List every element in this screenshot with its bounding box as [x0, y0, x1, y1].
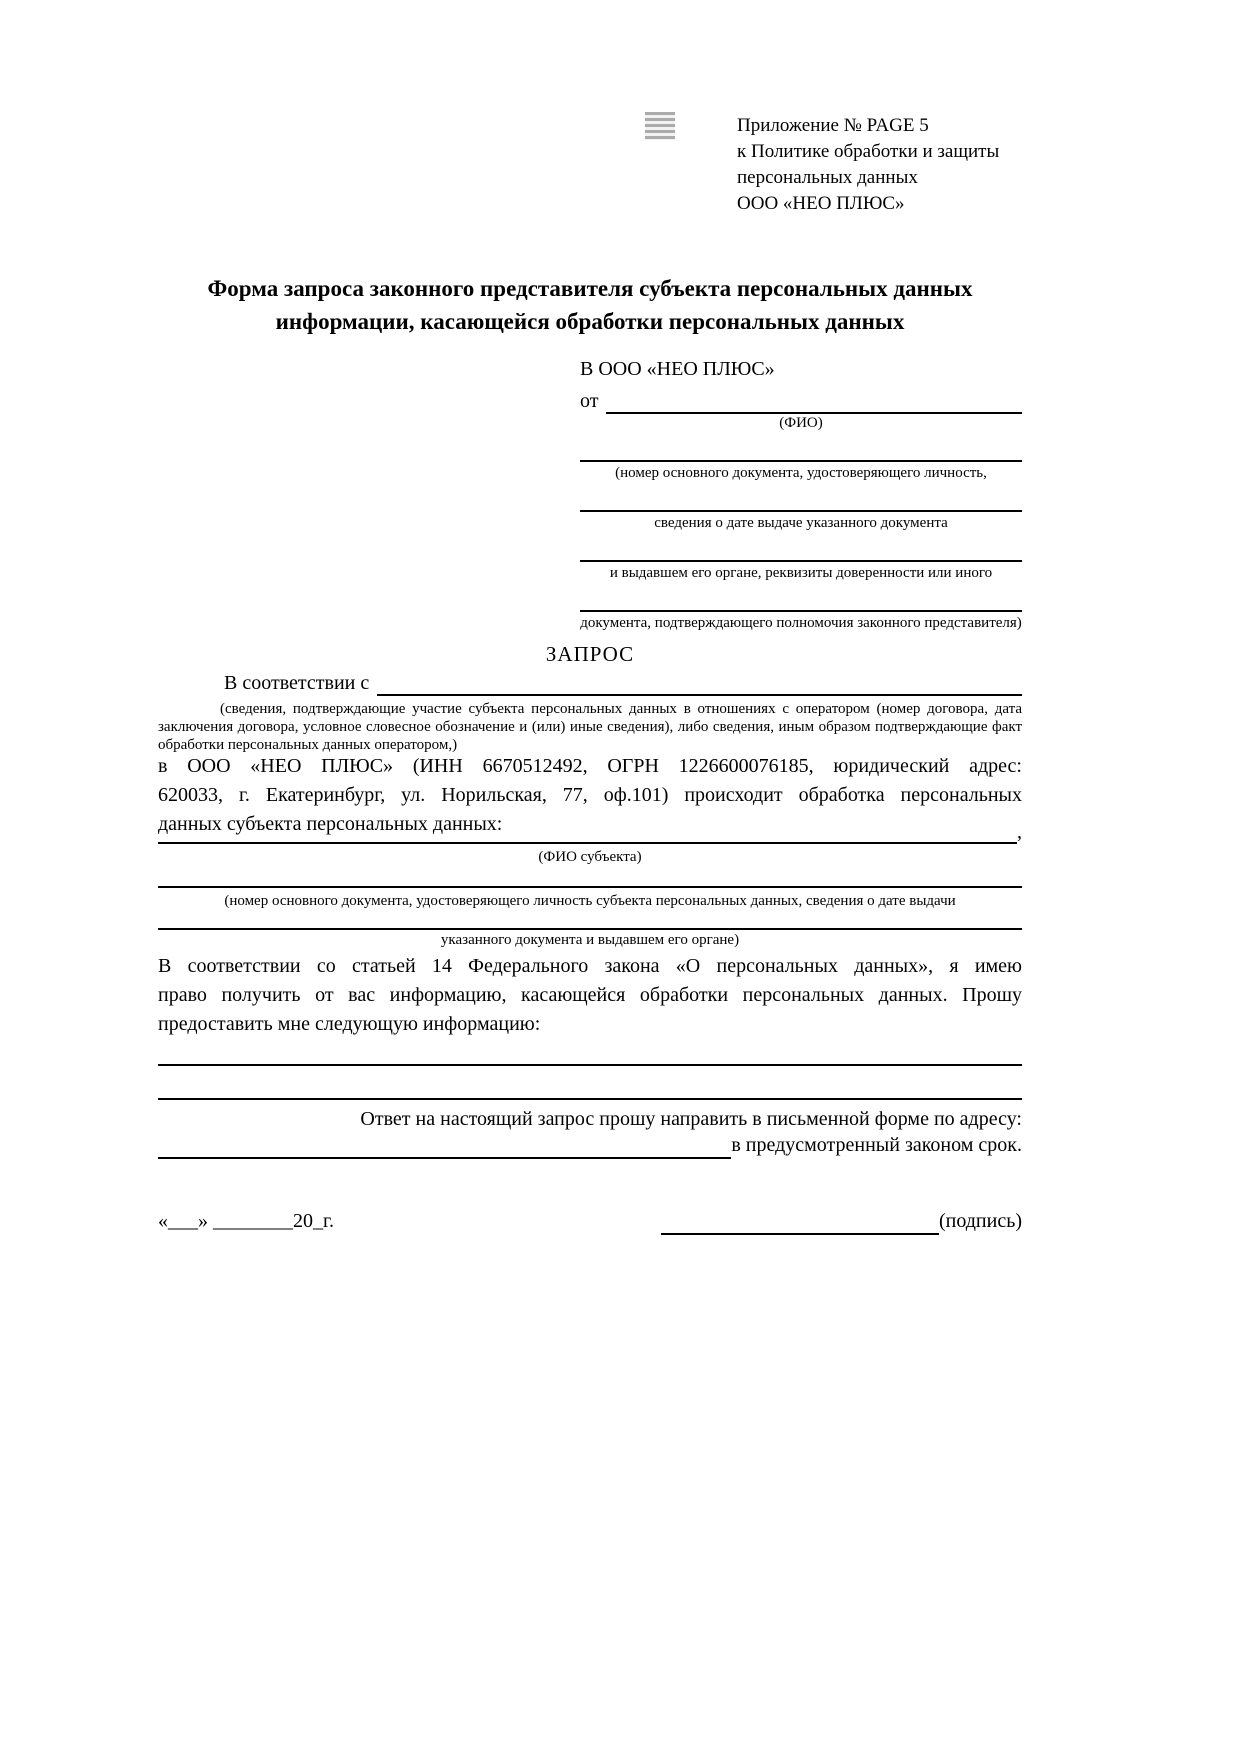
reply-term-text: в предусмотренный законом срок.	[731, 1134, 1022, 1156]
signature-blank-line	[661, 1209, 939, 1235]
field-caption: документа, подтверждающего полномочия законного представителя)	[580, 615, 1022, 631]
small-print-line: заключения договора, условное словесное обозначение и (или) иные сведения), либо сведения, иным образом подтверждающие факт	[158, 719, 1022, 735]
from-row	[580, 388, 1022, 414]
subject-fio-caption: (ФИО субъекта)	[538, 849, 642, 865]
field-caption: сведения о дате выдаче указанного документа	[654, 515, 948, 531]
paragraph-line: данных субъекта персональных данных:	[158, 813, 503, 835]
appendix-line: Приложение № PAGE 5	[737, 115, 929, 136]
blank-line	[580, 538, 1022, 562]
appendix-line: ООО «НЕО ПЛЮС»	[737, 193, 905, 214]
reply-address-row	[158, 1132, 1022, 1159]
paragraph-line: предоставить мне следующую информацию:	[158, 1013, 541, 1035]
accordance-row	[158, 670, 1022, 696]
paragraph-line: 620033, г. Екатеринбург, ул. Норильская, 77, оф.101) происходит обработка персональных	[158, 784, 1022, 806]
paragraph-line: в ООО «НЕО ПЛЮС» (ИНН 6670512492, ОГРН 1226600076185, юридический адрес:	[158, 755, 1022, 777]
paragraph-line: право получить от вас информацию, касающейся обработки персональных данных. Прошу	[158, 984, 1022, 1006]
addressee-block	[580, 356, 1022, 632]
signature-group	[661, 1208, 1022, 1235]
small-print-line: обработки персональных данных оператором,)	[158, 737, 458, 753]
request-heading: ЗАПРОС	[545, 642, 635, 666]
trailing-comma: ,	[1017, 821, 1022, 843]
subject-document-caption: (номер основного документа, удостоверяющего личность субъекта персональных данных, сведения о дате выдачи	[224, 893, 956, 909]
address-blank-line	[158, 1133, 731, 1159]
small-print-line: (сведения, подтверждающие участие субъекта персональных данных в отношениях с оператором (номер договора, дата	[220, 701, 1022, 717]
subject-authority-blank-line	[158, 904, 1022, 930]
greeked-thumbnail-icon	[645, 112, 675, 140]
from-label: от	[580, 390, 599, 412]
signature-caption: (подпись)	[938, 1210, 1022, 1232]
issue-date-field	[580, 488, 1022, 532]
subject-fio-row	[158, 818, 1022, 844]
date-blank: «___» ________20_г.	[158, 1210, 334, 1232]
document-number-field	[580, 438, 1022, 482]
small-print-note	[158, 700, 1022, 754]
subject-document-blank-line	[158, 862, 1022, 888]
issuing-authority-field	[580, 538, 1022, 582]
field-caption: и выдавшем его органе, реквизиты доверенности или иного	[609, 565, 993, 581]
reply-address-line: Ответ на настоящий запрос прошу направить в письменной форме по адресу:	[360, 1108, 1022, 1130]
document-title: Форма запроса законного представителя субъекта персональных данных информации, касающейся обработки персональных данных	[207, 276, 973, 334]
accordance-blank-line	[377, 670, 1022, 696]
blank-line	[580, 588, 1022, 612]
law-paragraph	[158, 952, 1022, 1039]
subject-fio-blank-line	[158, 818, 1017, 844]
authority-document-field	[580, 588, 1022, 632]
information-blank-line	[158, 1040, 1022, 1066]
appendix-line: персональных данных	[737, 167, 918, 188]
appendix-line: к Политике обработки и защиты	[737, 141, 1000, 162]
subject-authority-caption: указанного документа и выдавшем его органе)	[440, 932, 740, 948]
fio-caption: (ФИО)	[779, 415, 823, 431]
blank-line	[580, 488, 1022, 512]
fio-blank-line	[606, 388, 1022, 414]
paragraph-line: В соответствии со статьей 14 Федерального закона «О персональных данных», я имею	[158, 955, 1022, 977]
addressee-organization: В ООО «НЕО ПЛЮС»	[580, 358, 775, 380]
accordance-label: В соответствии с	[224, 672, 370, 694]
signature-footer	[158, 1208, 1022, 1235]
appendix-header	[737, 113, 999, 217]
field-caption: (номер основного документа, удостоверяющего личность,	[615, 465, 987, 481]
blank-line	[580, 438, 1022, 462]
information-blank-line	[158, 1074, 1022, 1100]
